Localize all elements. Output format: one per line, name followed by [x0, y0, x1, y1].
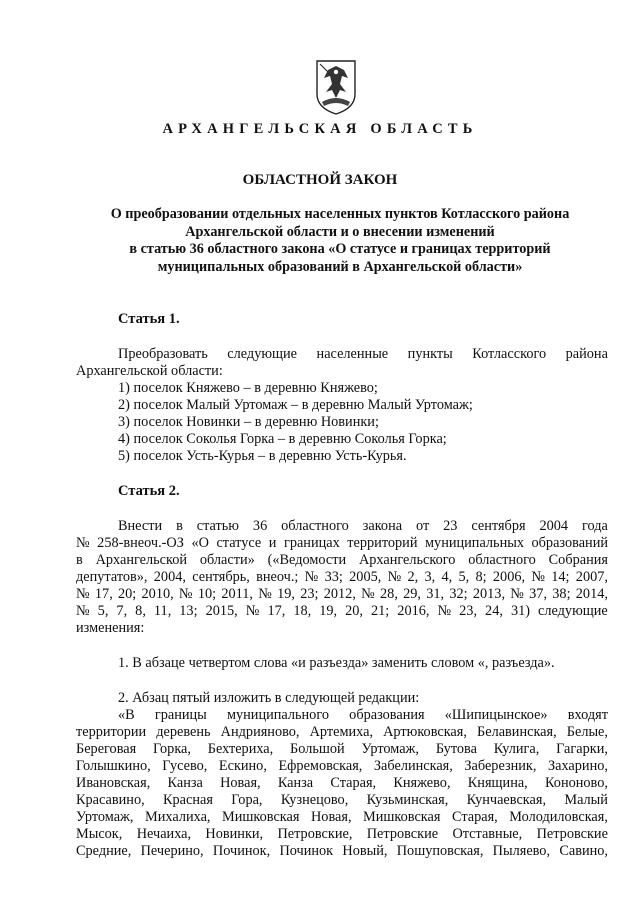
- article-1-item: 1) поселок Княжево – в деревню Княжево;: [118, 380, 378, 396]
- quote-line: Красавино, Красная Гора, Кузнецово, Кузьминская, Кунчаевская, Малый: [76, 792, 608, 808]
- article-1-item: 4) поселок Соколья Горка – в деревню Соколья Горка;: [118, 431, 447, 447]
- article-1-intro-line: Архангельской области:: [76, 363, 223, 379]
- quote-line: Уртомаж, Михалиха, Мишковская Новая, Мишковская Старая, Молодиловская,: [76, 809, 608, 825]
- article-1-item: 3) поселок Новинки – в деревню Новинки;: [118, 414, 379, 430]
- title-line: муниципальных образований в Архангельской области»: [157, 258, 523, 275]
- document-type: ОБЛАСТНОЙ ЗАКОН: [242, 172, 398, 188]
- article-1-item: 2) поселок Малый Уртомаж – в деревню Малый Уртомаж;: [118, 397, 473, 413]
- article-2-para-line: в Архангельской области» («Ведомости Архангельского областного Собрания: [76, 552, 608, 568]
- article-1-item: 5) поселок Усть-Курья – в деревню Усть-Курья.: [118, 448, 407, 464]
- article-2-heading: Статья 2.: [118, 483, 180, 499]
- law-title: [80, 206, 600, 276]
- article-2-point-1: 1. В абзаце четвертом слова «и разъезда» заменить словом «, разъезда».: [118, 655, 555, 671]
- title-line: О преобразовании отдельных населенных пунктов Котласского района: [110, 206, 570, 222]
- coat-of-arms-emblem: [314, 58, 358, 116]
- quote-line: Мысок, Нечаиха, Новинки, Петровские, Петровские Отставные, Петровские: [76, 826, 608, 842]
- quote-line: Голышкино, Гусево, Ескино, Ефремовская, Забелинская, Заберезник, Захарино,: [76, 758, 608, 774]
- article-2-para-line: депутатов», 2004, сентябрь, внеоч.; № 33; 2005, № 2, 3, 4, 5, 8; 2006, № 14; 2007,: [76, 569, 608, 585]
- quote-line: Ивановская, Канза Новая, Канза Старая, Княжево, Княщина, Кононово,: [76, 775, 608, 791]
- article-2-para-line: Внести в статью 36 областного закона от 23 сентября 2004 года: [118, 518, 608, 534]
- article-1-intro-line: Преобразовать следующие населенные пункты Котласского района: [118, 346, 608, 362]
- article-2-para-line: № 258-внеоч.-ОЗ «О статусе и границах территорий муниципальных образований: [76, 535, 608, 551]
- article-1-heading: Статья 1.: [118, 311, 180, 327]
- article-2-para-line: № 5, 7, 8, 11, 13; 2015, № 17, 18, 19, 20, 21; 2016, № 23, 24, 31) следующие: [76, 603, 608, 619]
- region-name: АРХАНГЕЛЬСКАЯ ОБЛАСТЬ: [162, 121, 478, 137]
- article-2-para-line: № 17, 20; 2010, № 10; 2011, № 19, 23; 2012, № 28, 29, 31, 32; 2013, № 37, 38; 2014,: [76, 586, 608, 602]
- title-line: Архангельской области и о внесении изменений: [185, 223, 495, 240]
- quote-line: «В границы муниципального образования «Шипицынское» входят: [118, 707, 608, 723]
- quote-line: Средние, Печерино, Починок, Починок Новый, Пошуповская, Пыляево, Савино,: [76, 843, 608, 859]
- quote-line: Береговая Горка, Бехтериха, Большой Уртомаж, Бутова Кулига, Гагарки,: [76, 741, 608, 757]
- quote-line: территории деревень Андрияново, Артемиха, Артюковская, Белавинская, Белые,: [76, 724, 608, 740]
- title-line: в статью 36 областного закона «О статусе и границах территорий: [129, 241, 551, 258]
- article-2-para-line: изменения:: [76, 620, 145, 636]
- article-2-point-2: 2. Абзац пятый изложить в следующей редакции:: [118, 690, 420, 706]
